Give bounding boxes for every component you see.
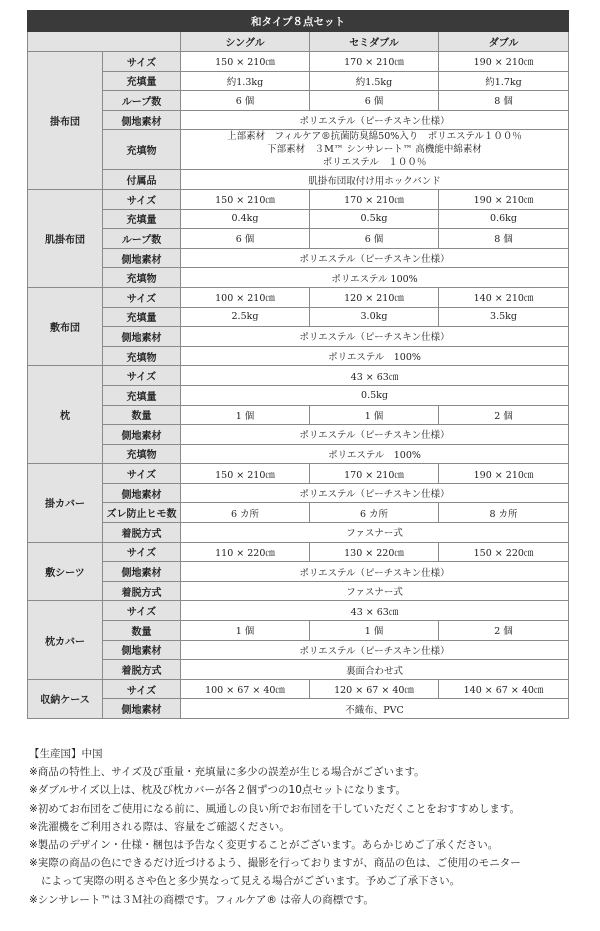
- value-cell-merged: 43 × 63㎝: [181, 601, 569, 621]
- table-row: [28, 523, 569, 543]
- attribute-label: サイズ: [103, 287, 181, 307]
- table-row: [28, 110, 569, 130]
- notes-section: [29, 745, 589, 909]
- column-header-double: ダブル: [439, 32, 569, 52]
- value-cell-merged: ファスナー式: [181, 581, 569, 601]
- value-cell: 2.5kg: [181, 307, 310, 327]
- table-row: [28, 405, 569, 425]
- column-header-row: [28, 32, 569, 52]
- value-cell-multiline: [181, 130, 569, 170]
- note-line: ※製品のデザイン・仕様・梱包は予告なく変更することがございます。あらかじめご了承ください。: [29, 839, 499, 852]
- value-cell: 110 × 220㎝: [181, 542, 310, 562]
- note-line: ※洗濯機をご利用される際は、容量をご確認ください。: [29, 820, 290, 833]
- attribute-label: 側地素材: [103, 327, 181, 347]
- attribute-label: 充填物: [103, 268, 181, 288]
- attribute-label: 数量: [103, 621, 181, 641]
- table-row: [28, 229, 569, 249]
- table-row: [28, 52, 569, 72]
- value-cell: 8 個: [439, 229, 569, 249]
- table-row: [28, 425, 569, 445]
- table-row: [28, 209, 569, 229]
- value-cell-merged: ポリエステル 100%: [181, 444, 569, 464]
- value-cell: 6 個: [181, 91, 310, 111]
- value-cell-merged: 裏面合わせ式: [181, 660, 569, 680]
- table-row: [28, 483, 569, 503]
- attribute-label: 側地素材: [103, 110, 181, 130]
- attribute-label: 充填物: [103, 130, 181, 170]
- attribute-label: 充填物: [103, 346, 181, 366]
- attribute-label: 側地素材: [103, 640, 181, 660]
- note-line: ※ダブルサイズ以上は、枕及び枕カバーが各２個ずつの10点セットになります。: [29, 784, 407, 797]
- value-cell-merged: 肌掛布団取付け用ホックバンド: [181, 170, 569, 190]
- value-cell: 6 個: [310, 91, 439, 111]
- table-row: [28, 640, 569, 660]
- table-row: [28, 327, 569, 347]
- value-cell-merged: ポリエステル（ピーチスキン仕様）: [181, 483, 569, 503]
- table-row: [28, 621, 569, 641]
- value-cell: 120 × 67 × 40㎝: [310, 679, 439, 699]
- value-line: 上部素材 フィルケア®抗菌防臭綿50%入り ポリエステル１００％: [227, 131, 522, 143]
- value-cell: 150 × 210㎝: [181, 464, 310, 484]
- value-cell: 150 × 210㎝: [181, 189, 310, 209]
- value-cell: 1 個: [181, 621, 310, 641]
- attribute-label: 充填量: [103, 71, 181, 91]
- header-blank: [28, 32, 181, 52]
- table-row: [28, 287, 569, 307]
- category-label: 枕: [28, 366, 103, 464]
- value-cell: 190 × 210㎝: [439, 464, 569, 484]
- table-title-row: [28, 11, 569, 32]
- table-row: [28, 699, 569, 719]
- table-row: [28, 562, 569, 582]
- attribute-label: 側地素材: [103, 483, 181, 503]
- value-cell: 3.5kg: [439, 307, 569, 327]
- value-cell: 3.0kg: [310, 307, 439, 327]
- value-cell: 130 × 220㎝: [310, 542, 439, 562]
- table-row: [28, 601, 569, 621]
- value-cell-merged: ポリエステル（ピーチスキン仕様）: [181, 425, 569, 445]
- value-cell: 6 個: [181, 229, 310, 249]
- value-cell: 約1.5kg: [310, 71, 439, 91]
- category-label: 敷布団: [28, 287, 103, 365]
- spec-table: [27, 10, 569, 719]
- attribute-label: 着脱方式: [103, 523, 181, 543]
- note-line: ※実際の商品の色にできるだけ近づけるよう、撮影を行っておりますが、商品の色は、ご使用のモニター: [29, 857, 521, 870]
- value-cell: 150 × 210㎝: [181, 52, 310, 72]
- attribute-label: ループ数: [103, 229, 181, 249]
- attribute-label: サイズ: [103, 601, 181, 621]
- value-cell: 140 × 67 × 40㎝: [439, 679, 569, 699]
- category-label: 掛カバー: [28, 464, 103, 542]
- value-line: ポリエステル １００％: [322, 157, 427, 169]
- value-cell: 0.5kg: [310, 209, 439, 229]
- value-cell: 170 × 210㎝: [310, 464, 439, 484]
- attribute-label: 側地素材: [103, 699, 181, 719]
- table-row: [28, 71, 569, 91]
- table-row: [28, 444, 569, 464]
- table-row: [28, 248, 569, 268]
- attribute-label: 側地素材: [103, 248, 181, 268]
- table-row: [28, 679, 569, 699]
- value-cell: 190 × 210㎝: [439, 52, 569, 72]
- category-label: 掛布団: [28, 52, 103, 190]
- table-row: [28, 189, 569, 209]
- attribute-label: 充填量: [103, 209, 181, 229]
- attribute-label: 充填物: [103, 444, 181, 464]
- note-line: ※商品の特性上、サイズ及び重量・充填量に多少の誤差が生じる場合がございます。: [29, 766, 425, 779]
- attribute-label: 着脱方式: [103, 660, 181, 680]
- value-cell-merged: ポリエステル 100%: [181, 346, 569, 366]
- value-cell: 120 × 210㎝: [310, 287, 439, 307]
- value-cell: 約1.3kg: [181, 71, 310, 91]
- table-row: [28, 170, 569, 190]
- category-label: 敷シーツ: [28, 542, 103, 601]
- attribute-label: サイズ: [103, 679, 181, 699]
- table-row: [28, 385, 569, 405]
- value-cell: 6 カ所: [310, 503, 439, 523]
- attribute-label: サイズ: [103, 52, 181, 72]
- value-cell: 100 × 67 × 40㎝: [181, 679, 310, 699]
- note-line: ※シンサレート™は３Ｍ社の商標です。フィルケア® は帝人の商標です。: [29, 893, 374, 906]
- attribute-label: 着脱方式: [103, 581, 181, 601]
- attribute-label: サイズ: [103, 189, 181, 209]
- value-cell: 100 × 210㎝: [181, 287, 310, 307]
- spec-body: [28, 52, 569, 719]
- column-header-semidouble: セミダブル: [310, 32, 439, 52]
- value-cell-merged: ポリエステル 100%: [181, 268, 569, 288]
- value-cell: 0.4kg: [181, 209, 310, 229]
- attribute-label: サイズ: [103, 464, 181, 484]
- table-row: [28, 366, 569, 386]
- value-cell: 6 個: [310, 229, 439, 249]
- value-cell: 170 × 210㎝: [310, 52, 439, 72]
- value-cell-merged: 0.5kg: [181, 385, 569, 405]
- value-cell: 2 個: [439, 405, 569, 425]
- value-cell-merged: ファスナー式: [181, 523, 569, 543]
- attribute-label: サイズ: [103, 542, 181, 562]
- value-cell: 1 個: [310, 621, 439, 641]
- value-cell: 2 個: [439, 621, 569, 641]
- table-row: [28, 503, 569, 523]
- value-cell: 8 カ所: [439, 503, 569, 523]
- table-row: [28, 464, 569, 484]
- value-cell-merged: 不織布、PVC: [181, 699, 569, 719]
- table-row: [28, 542, 569, 562]
- value-cell: 1 個: [181, 405, 310, 425]
- attribute-label: 充填量: [103, 385, 181, 405]
- category-label: 収納ケース: [28, 679, 103, 718]
- value-cell: 約1.7kg: [439, 71, 569, 91]
- value-cell-merged: ポリエステル（ピーチスキン仕様）: [181, 110, 569, 130]
- value-cell: 0.6kg: [439, 209, 569, 229]
- table-row: [28, 268, 569, 288]
- table-row: [28, 91, 569, 111]
- origin-note: 【生産国】中国: [29, 748, 103, 760]
- category-label: 肌掛布団: [28, 189, 103, 287]
- table-row: [28, 581, 569, 601]
- attribute-label: 数量: [103, 405, 181, 425]
- value-cell: 6 カ所: [181, 503, 310, 523]
- value-cell-merged: ポリエステル（ピーチスキン仕様）: [181, 562, 569, 582]
- table-title: 和タイプ８点セット: [28, 11, 569, 32]
- value-cell-merged: ポリエステル（ピーチスキン仕様）: [181, 248, 569, 268]
- note-line: によって実際の明るさや色と多少異なって見える場合がございます。予めご了承下さい。: [41, 875, 461, 888]
- table-row: [28, 346, 569, 366]
- attribute-label: サイズ: [103, 366, 181, 386]
- attribute-label: 充填量: [103, 307, 181, 327]
- attribute-label: ループ数: [103, 91, 181, 111]
- table-row: [28, 130, 569, 170]
- value-cell-merged: ポリエステル（ピーチスキン仕様）: [181, 327, 569, 347]
- value-cell: 140 × 210㎝: [439, 287, 569, 307]
- attribute-label: 付属品: [103, 170, 181, 190]
- value-cell: 190 × 210㎝: [439, 189, 569, 209]
- value-cell-merged: ポリエステル（ピーチスキン仕様）: [181, 640, 569, 660]
- value-cell: 150 × 220㎝: [439, 542, 569, 562]
- value-cell: 1 個: [310, 405, 439, 425]
- note-line: ※初めてお布団をご使用になる前に、風通しの良い所でお布団を干していただくことをおすすめします。: [29, 802, 521, 815]
- attribute-label: 側地素材: [103, 562, 181, 582]
- value-cell: 8 個: [439, 91, 569, 111]
- column-header-single: シングル: [181, 32, 310, 52]
- value-cell-merged: 43 × 63㎝: [181, 366, 569, 386]
- attribute-label: ズレ防止ヒモ数: [103, 503, 181, 523]
- table-row: [28, 307, 569, 327]
- value-line: 下部素材 ３M™ シンサレート™ 高機能中綿素材: [267, 144, 482, 156]
- category-label: 枕カバー: [28, 601, 103, 679]
- value-cell: 170 × 210㎝: [310, 189, 439, 209]
- table-row: [28, 660, 569, 680]
- attribute-label: 側地素材: [103, 425, 181, 445]
